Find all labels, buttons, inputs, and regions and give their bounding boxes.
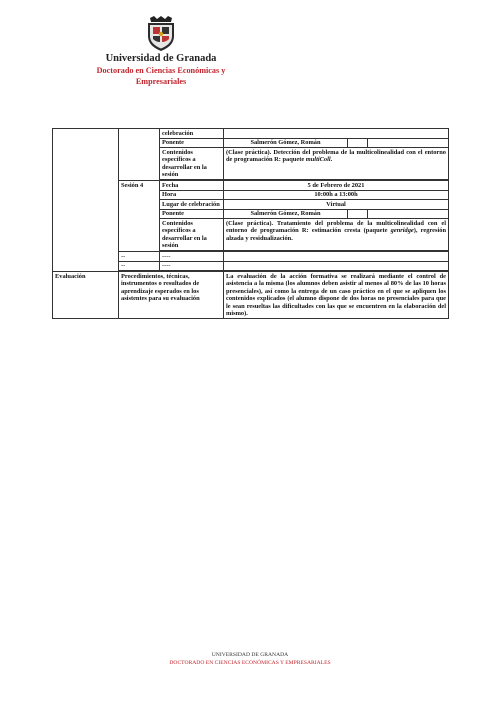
program-title: Doctorado en Ciencias Económicas y Empresariales bbox=[96, 66, 226, 86]
table-row: Sesión 4 Fecha 5 de Febrero de 2021 bbox=[53, 181, 449, 191]
table-row: Contenidos específicos a desarrollar en la sesión (Clase práctica). Detección del problema de la multicolinealidad con el entorno de programación R: paquete multiColl. bbox=[53, 148, 449, 180]
table-row: celebración bbox=[53, 129, 449, 139]
table-row: Hora 10:00h a 13:00h bbox=[53, 190, 449, 200]
document-header bbox=[66, 14, 256, 87]
table-row: Lugar de celebración Virtual bbox=[53, 200, 449, 210]
university-name: Universidad de Granada bbox=[105, 53, 217, 64]
footer-university: UNIVERSIDAD DE GRANADA bbox=[211, 652, 289, 658]
session-table bbox=[52, 128, 449, 319]
table-row: Ponente Salmerón Gómez, Román bbox=[53, 138, 449, 148]
table-row: Evaluación Procedimientos, técnicas, instrumentos o resultados de aprendizaje esperados en los asistentes para su evaluación La evaluación de la acción formativa se realizará mediante el control de asistencia a la misma (los alumnos deben asistir al menos al 80% de las 10 horas presenciales), así como la entrega de un caso práctico en el que se apliquen los contenidos explicados (el alumno dispone de dos horas no presenciales para que le sean resueltas las dificultades con las que se encuentren en la elaboración del mismo). bbox=[53, 272, 449, 319]
table-row: -- ---- bbox=[53, 252, 449, 262]
table-row: -- ---- bbox=[53, 261, 449, 271]
footer-program: DOCTORADO EN CIENCIAS ECONÓMICAS Y EMPRESARIALES bbox=[169, 660, 331, 666]
university-crest-icon bbox=[144, 14, 178, 52]
table-row: Contenidos específicos a desarrollar en la sesión (Clase práctica). Tratamiento del problema de la multicolinealidad con el entorno de programación R: estimación cresta (paquete genridge), regresión alzada y residualización. bbox=[53, 219, 449, 251]
table-row: Ponente Salmerón Gómez, Román bbox=[53, 209, 449, 219]
